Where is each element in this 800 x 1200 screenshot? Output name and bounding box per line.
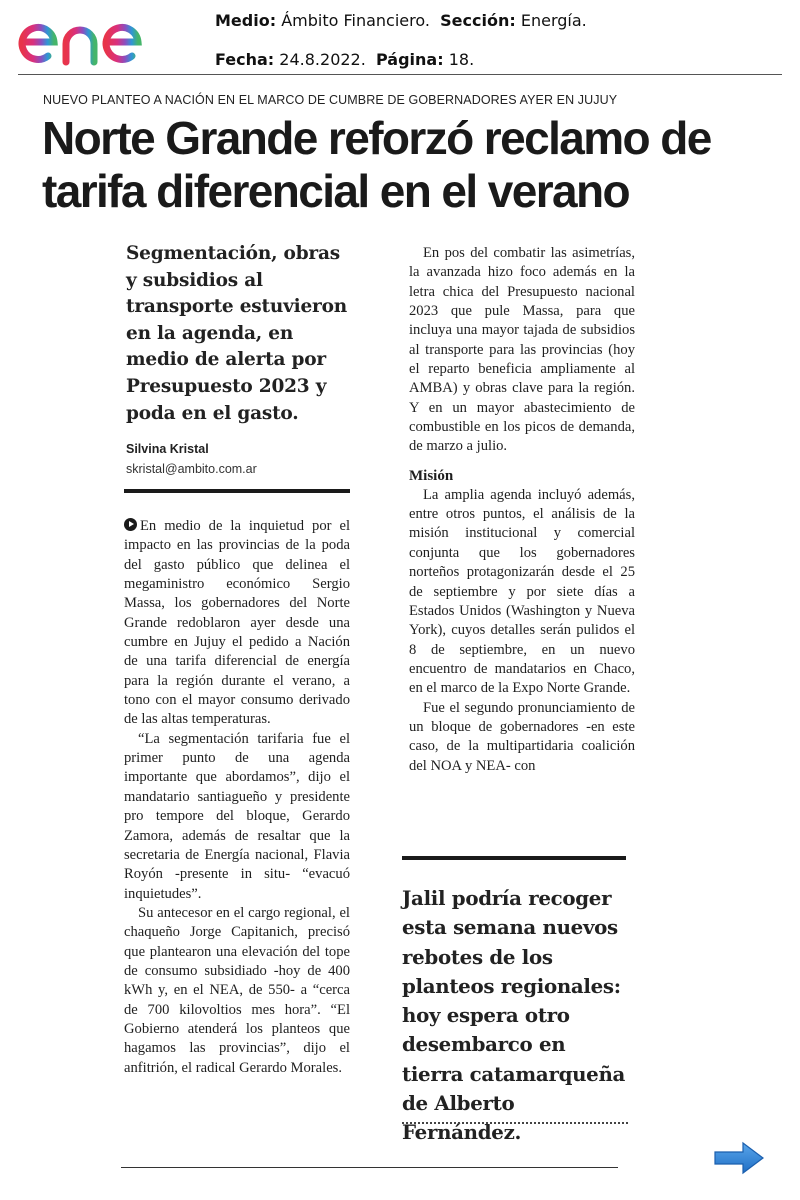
play-icon <box>124 518 137 531</box>
author-name: Silvina Kristal <box>126 442 209 456</box>
article-column-right <box>409 244 635 776</box>
seccion-value: Energía. <box>520 11 587 30</box>
arrow-right-icon[interactable] <box>713 1141 765 1175</box>
article-headline: Norte Grande reforzó reclamo de tarifa diferencial en el verano <box>42 112 711 217</box>
enel-logo <box>16 8 176 68</box>
article-deck: Segmentación, obras y subsidios al transporte estuvieron en la agenda, en medio de alerta por Presupuesto 2023 y poda en el gasto. <box>126 243 347 424</box>
article-kicker: NUEVO PLANTEO A NACIÓN EN EL MARCO DE CUMBRE DE GOBERNADORES AYER EN JUJUY <box>43 93 618 107</box>
medio-label: Medio: <box>215 11 277 30</box>
subheading: Misión <box>409 467 454 484</box>
header-divider <box>18 74 782 75</box>
pullquote-dotted-rule <box>402 1122 628 1124</box>
body-paragraph: Su antecesor en el cargo regional, el chaqueño Jorge Capitanich, precisó que plantearon una elevación del tope de consumo subsidiado -hoy de 400 kWh y, en el NEA, de 550- a “cerca de 700 kilovoltios mes hora”. “El Gobierno atenderá los planteos que hagamos las provincias”, dijo el anfitrión, el radical Gerardo Morales. <box>124 904 350 1076</box>
body-paragraph: La amplia agenda incluyó además, entre otros puntos, el análisis de la misión institucional y comercial conjunta que los gobernadores norteños protagonizarán desde el 25 de septiembre y por siete días a Estados Unidos (Washington y Nueva York), cuyos detalles serán pulidos el 8 de septiembre, en un nuevo encuentro de mandatarios en Chaco, en el marco de la Expo Norte Grande. <box>409 486 635 697</box>
pagina-value: 18. <box>448 50 475 69</box>
pullquote: Jalil podría recoger esta semana nuevos rebotes de los planteos regionales: hoy espera otro desembarco en tierra catamarqueña de Alberto Fernández. <box>402 886 626 1145</box>
fecha-label: Fecha: <box>215 50 275 69</box>
body-paragraph: Fue el segundo pronunciamiento de un bloque de gobernadores -en este caso, de la multipartidaria coalición del NOA y NEA- con <box>409 699 635 774</box>
medio-value: Ámbito Financiero. <box>281 11 430 30</box>
footer-divider <box>121 1167 618 1168</box>
meta-medio-seccion <box>215 11 587 30</box>
pullquote-rule <box>402 856 626 860</box>
meta-fecha-pagina <box>215 50 474 69</box>
body-paragraph: “La segmentación tarifaria fue el primer punto de una agenda importante que abordamos”, dijo el mandatario santiagueño y presidente pro tempore del bloque, Gerardo Zamora, además de resaltar que la secretaria de Energía nacional, Flavia Royón -presente in situ- “evacuó inquietudes”. <box>124 730 350 902</box>
article-column-left <box>124 517 350 1078</box>
body-paragraph: En pos del combatir las asimetrías, la avanzada hizo foco además en la letra chica del Presupuesto nacional 2023 que pule Massa, para que incluya una mayor tajada de subsidios al transporte para las provincias (hoy el reparto beneficia ampliamente al AMBA) y obras clave para la región. Y en un mayor abastecimiento de combustible en los picos de demanda, de marzo a julio. <box>409 245 635 455</box>
body-paragraph <box>124 517 350 730</box>
author-email: skristal@ambito.com.ar <box>126 462 257 476</box>
seccion-label: Sección: <box>440 11 516 30</box>
pagina-label: Página: <box>375 50 444 69</box>
byline-divider <box>124 489 350 493</box>
paragraph-text: En medio de la inquietud por el impacto en las provincias de la poda del gasto público que delinea el megaministro económico Sergio Massa, los gobernadores del Norte Grande redoblaron ayer desde una cumbre en Jujuy el pedido a Nación de una tarifa diferencial de energía para la región durante el verano, a tono con el mayor consumo derivado de las altas temperaturas. <box>124 518 350 728</box>
fecha-value: 24.8.2022. <box>279 50 366 69</box>
